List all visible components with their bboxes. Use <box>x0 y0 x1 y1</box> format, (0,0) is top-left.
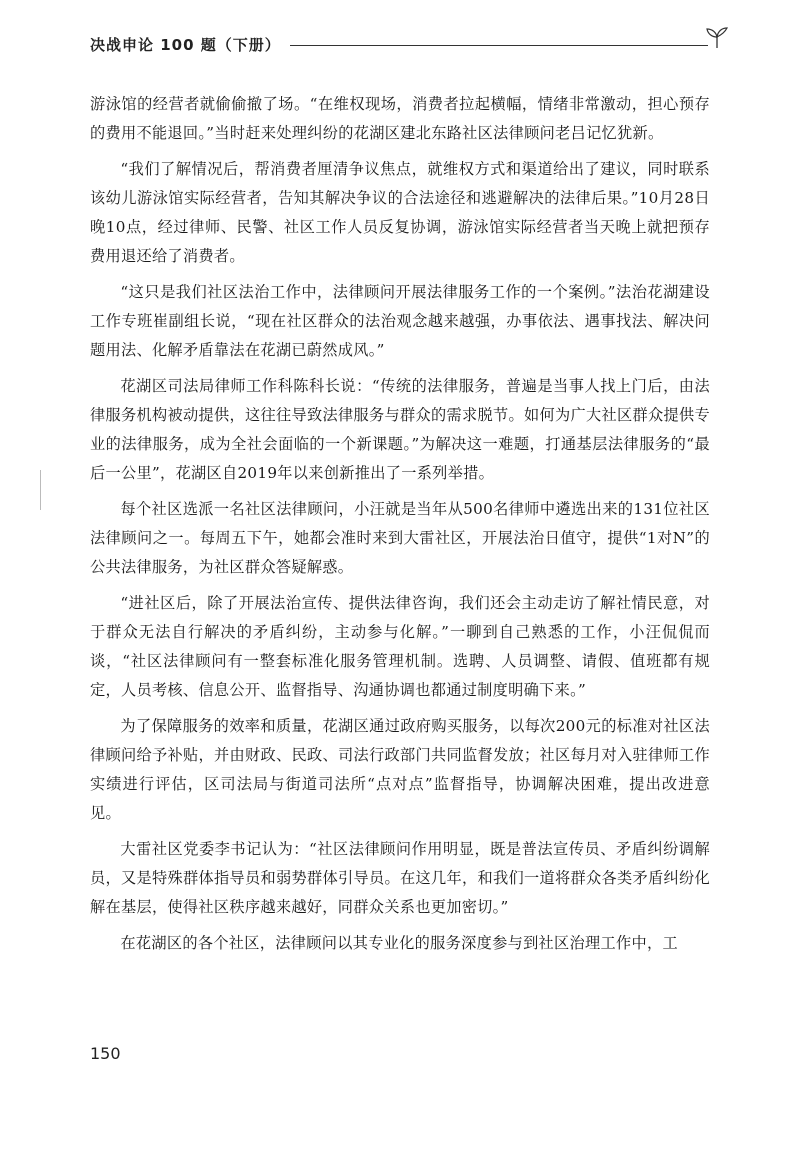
paragraph-9: 在花湖区的各个社区，法律顾问以其专业化的服务深度参与到社区治理工作中，工 <box>120 934 678 952</box>
paragraph-2: “我们了解情况后，帮消费者厘清争议焦点，就维权方式和渠道给出了建议，同时联系该幼儿游泳馆实际经营者，告知其解决争议的合法途径和逃避解决的法律后果。”10月28日晚10点，经过律师、民警、社区工作人员反复协调，游泳馆实际经营者当天晚上就把预存费用退还给了消费者。 <box>90 160 710 265</box>
paragraph-8: 大雷社区党委李书记认为：“社区法律顾问作用明显，既是普法宣传员、矛盾纠纷调解员，又是特殊群体指导员和弱势群体引导员。在这几年，和我们一道将群众各类矛盾纠纷化解在基层，使得社区秩序越来越好，同群众关系也更加密切。” <box>90 840 710 916</box>
page-number: 150 <box>90 1044 121 1063</box>
article-body <box>90 90 710 958</box>
paragraph-5: 每个社区选派一名社区法律顾问，小汪就是当年从500名律师中遴选出来的131位社区法律顾问之一。每周五下午，她都会准时来到大雷社区，开展法治日值守，提供“1对N”的公共法律服务，为社区群众答疑解惑。 <box>90 500 710 576</box>
paragraph-6: “进社区后，除了开展法治宣传、提供法律咨询，我们还会主动走访了解社情民意，对于群众无法自行解决的矛盾纠纷，主动参与化解。”一聊到自己熟悉的工作，小汪侃侃而谈，“社区法律顾问有一整套标准化服务管理机制。选聘、人员调整、请假、值班都有规定，人员考核、信息公开、监督指导、沟通协调也都通过制度明确下来。” <box>90 594 710 699</box>
running-header <box>90 34 730 62</box>
header-rule <box>290 45 708 46</box>
paragraph-7: 为了保障服务的效率和质量，花湖区通过政府购买服务，以每次200元的标准对社区法律顾问给予补贴，并由财政、民政、司法行政部门共同监督发放；社区每月对入驻律师工作实绩进行评估，区司法局与街道司法所“点对点”监督指导，协调解决困难，提出改进意见。 <box>90 717 710 822</box>
paragraph-3: “这只是我们社区法治工作中，法律顾问开展法律服务工作的一个案例。”法治花湖建设工作专班崔副组长说，“现在社区群众的法治观念越来越强，办事依法、遇事找法、解决问题用法、化解矛盾靠法在花湖已蔚然成风。” <box>90 283 710 359</box>
paragraph-4: 花湖区司法局律师工作科陈科长说：“传统的法律服务，普遍是当事人找上门后，由法律服务机构被动提供，这往往导致法律服务与群众的需求脱节。如何为广大社区群众提供专业的法律服务，成为全社会面临的一个新课题。”为解决这一难题，打通基层法律服务的“最后一公里”，花湖区自2019年以来创新推出了一系列举措。 <box>90 377 710 482</box>
sprout-icon <box>704 26 730 50</box>
book-title: 决战申论 100 题（下册） <box>90 34 287 55</box>
scan-artifact <box>40 470 41 510</box>
paragraph-1: 游泳馆的经营者就偷偷撤了场。“在维权现场，消费者拉起横幅，情绪非常激动，担心预存的费用不能退回。”当时赶来处理纠纷的花湖区建北东路社区法律顾问老吕记忆犹新。 <box>90 95 710 142</box>
